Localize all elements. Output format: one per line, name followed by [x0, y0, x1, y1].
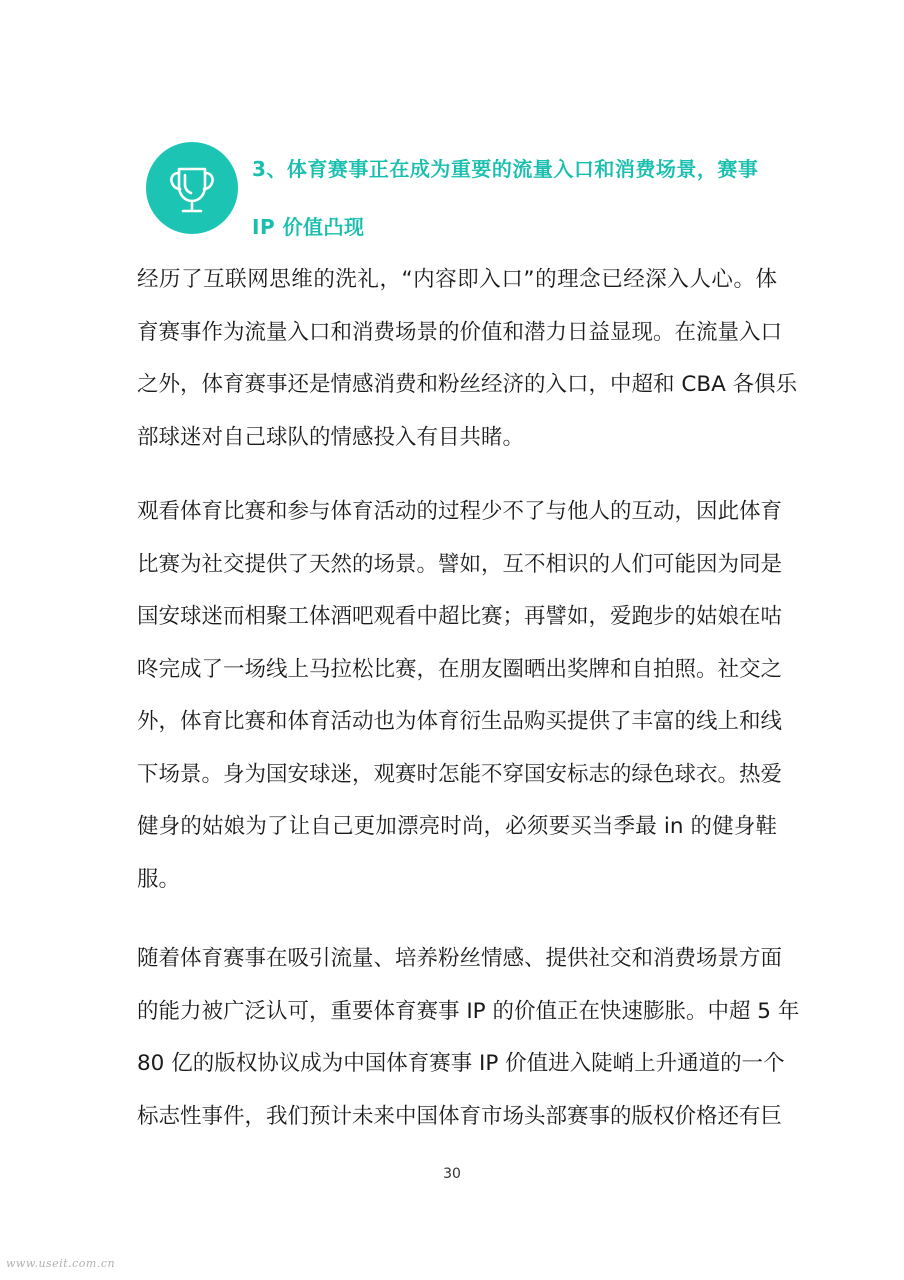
paragraph-line: 标志性事件，我们预计未来中国体育市场头部赛事的版权价格还有巨 — [137, 1103, 783, 1129]
paragraph-line: 健身的姑娘为了让自己更加漂亮时尚，必须要买当季最 in 的健身鞋 — [137, 814, 777, 839]
paragraph-line: 80 亿的版权协议成为中国体育赛事 IP 价值进入陡峭上升通道的一个 — [137, 1051, 785, 1076]
body-paragraph-3 — [137, 933, 800, 1143]
paragraph-line: 国安球迷而相聚工体酒吧观看中超比赛；再譬如，爱跑步的姑娘在咕 — [137, 604, 783, 629]
paragraph-line: 比赛为社交提供了天然的场景。譬如，互不相识的人们可能因为同是 — [137, 551, 783, 577]
section-heading-line: IP 价值凸现 — [252, 215, 365, 239]
paragraph-line: 下场景。身为国安球迷，观赛时怎能不穿国安标志的绿色球衣。热爱 — [137, 761, 783, 787]
paragraph-line: 随着体育赛事在吸引流量、培养粉丝情感、提供社交和消费场景方面 — [137, 946, 783, 971]
paragraph-line: 外，体育比赛和体育活动也为体育衍生品购买提供了丰富的线上和线 — [137, 709, 783, 734]
paragraph-line: 的能力被广泛认可，重要体育赛事 IP 的价值正在快速膨胀。中超 5 年 — [137, 998, 800, 1024]
body-paragraph-1 — [137, 254, 798, 464]
paragraph-line: 经历了互联网思维的洗礼，“内容即入口”的理念已经深入人心。体 — [137, 267, 777, 292]
paragraph-line: 服。 — [137, 866, 181, 892]
section-icon-badge — [146, 142, 238, 234]
paragraph-line: 咚完成了一场线上马拉松比赛，在朋友圈晒出奖牌和自拍照。社交之 — [137, 656, 783, 682]
paragraph-line: 育赛事作为流量入口和消费场景的价值和潜力日益显现。在流量入口 — [137, 319, 783, 345]
page-number: 30 — [443, 1166, 461, 1182]
trophy-icon — [146, 142, 238, 234]
paragraph-line: 部球迷对自己球队的情感投入有目共睹。 — [137, 424, 525, 450]
body-paragraph-2 — [137, 486, 783, 906]
section-heading — [252, 140, 772, 256]
section-heading-line: 3、体育赛事正在成为重要的流量入口和消费场景，赛事 — [252, 157, 759, 181]
paragraph-line: 之外，体育赛事还是情感消费和粉丝经济的入口，中超和 CBA 各俱乐 — [137, 372, 798, 397]
paragraph-line: 观看体育比赛和参与体育活动的过程少不了与他人的互动，因此体育 — [137, 499, 783, 524]
watermark-text: www.useit.com.cn — [6, 1257, 116, 1270]
